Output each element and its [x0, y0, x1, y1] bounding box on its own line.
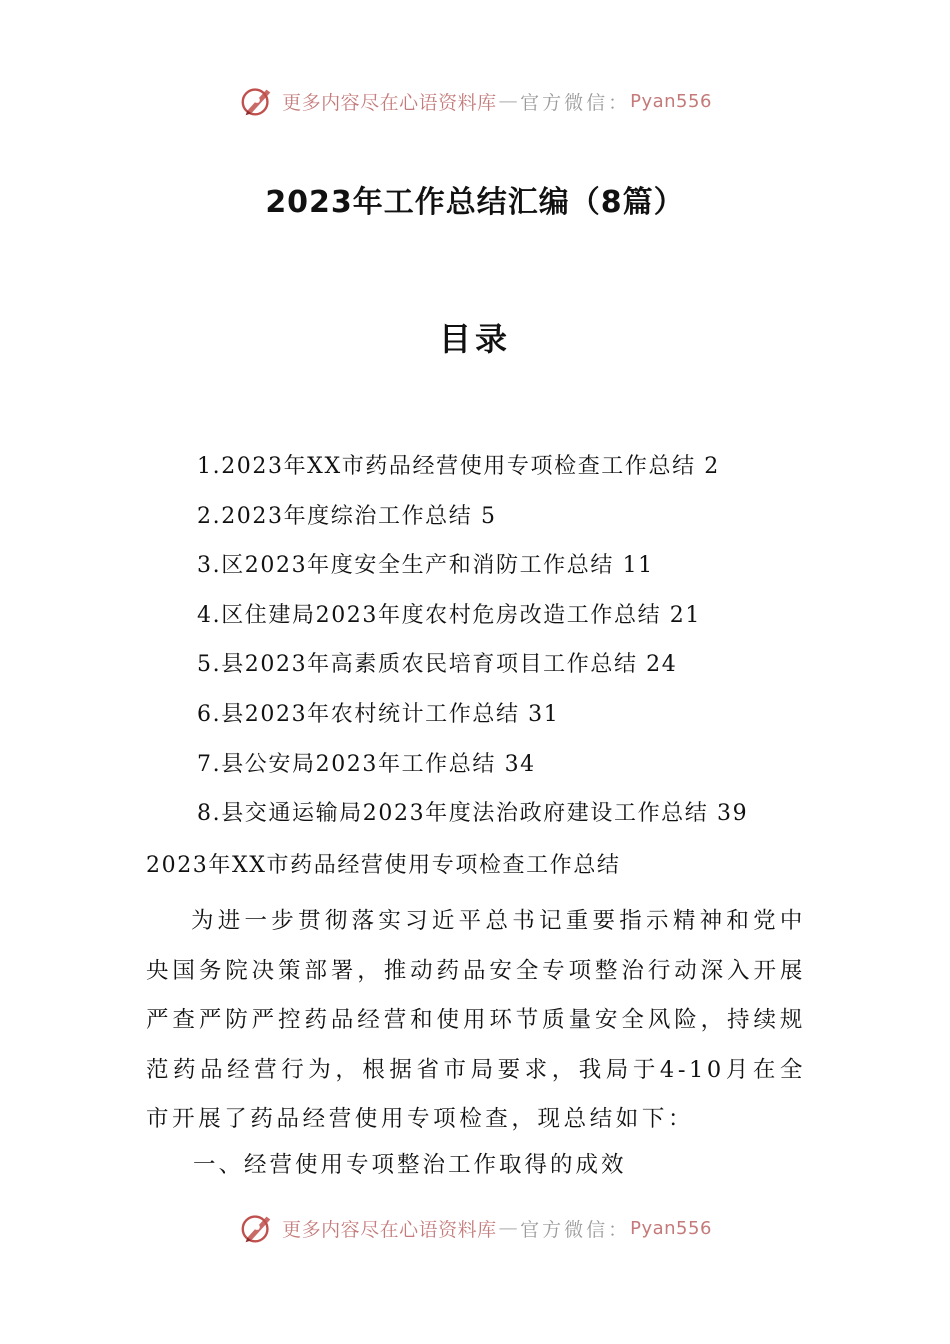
document-title: 2023年工作总结汇编（8篇） [265, 185, 685, 220]
body-paragraph: 为进一步贯彻落实习近平总书记重要指示精神和党中央国务院决策部署，推动药品安全专项整治行动深入开展严查严防严控药品经营和使用环节质量安全风险，持续规范药品经营行为，根据省市局要求，我局于4-10月在全市开展了药品经营使用专项检查，现总结如下： [146, 908, 806, 1133]
watermark-separator: — [498, 90, 519, 112]
article-heading: 2023年XX市药品经营使用专项检查工作总结 [146, 853, 621, 878]
toc-item[interactable]: 7.县公安局2023年工作总结 34 [197, 751, 536, 777]
watermark-top [0, 82, 950, 120]
toc-item[interactable]: 1.2023年XX市药品经营使用专项检查工作总结 2 [197, 454, 720, 479]
watermark-official-label: 官方微信： [520, 91, 631, 114]
toc-item[interactable]: 8.县交通运输局2023年度法治政府建设工作总结 39 [197, 801, 749, 827]
toc-item[interactable]: 2.2023年度综治工作总结 5 [197, 503, 497, 529]
watermark-text: 更多内容尽在心语资料库 [282, 1218, 497, 1241]
watermark-wechat-id: Pyan556 [630, 90, 712, 112]
table-of-contents [197, 449, 748, 846]
watermark-wechat-id: Pyan556 [630, 1217, 712, 1239]
toc-item[interactable]: 3.区2023年度安全生产和消防工作总结 11 [197, 553, 654, 579]
pen-circle-logo-icon [238, 1209, 276, 1247]
toc-heading: 目录 [438, 320, 511, 358]
watermark-bottom [0, 1209, 950, 1247]
toc-item[interactable]: 6.县2023年农村统计工作总结 31 [197, 701, 560, 727]
toc-item[interactable]: 5.县2023年高素质农民培育项目工作总结 24 [197, 652, 678, 678]
pen-circle-logo-icon [238, 82, 276, 120]
watermark-separator: — [498, 1217, 519, 1239]
toc-item[interactable]: 4.区住建局2023年度农村危房改造工作总结 21 [197, 602, 701, 628]
watermark-text: 更多内容尽在心语资料库 [282, 91, 497, 114]
watermark-official-label: 官方微信： [520, 1218, 631, 1241]
section-heading: 一、经营使用专项整治工作取得的成效 [193, 1152, 627, 1178]
